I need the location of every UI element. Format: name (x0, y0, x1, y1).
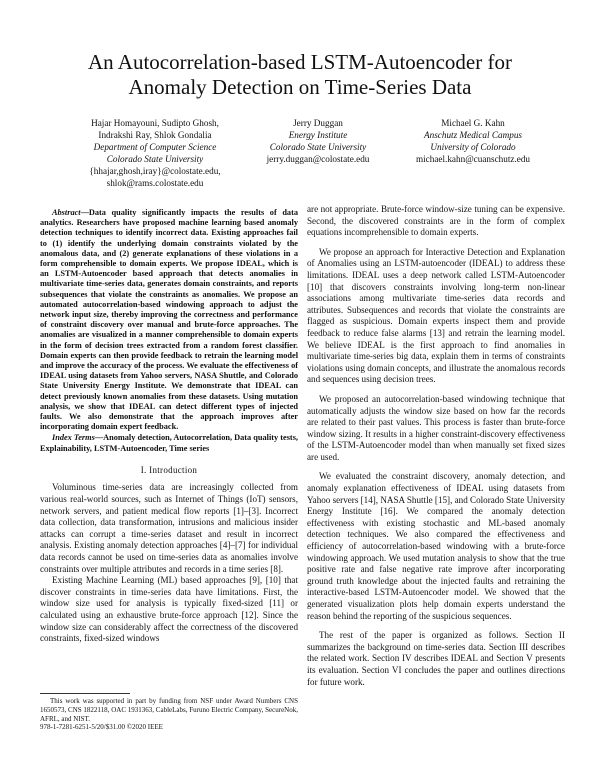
paragraph: are not appropriate. Brute-force window-size tuning can be expensive. Second, the discovered constraints are in the form of complex equations incomprehensible to domain experts. (307, 204, 565, 238)
author-affiliation: Department of Computer Science (93, 142, 217, 152)
paper-title (40, 50, 560, 100)
index-terms-label: Index Terms (52, 433, 95, 443)
author-email: jerry.duggan@colostate.edu (266, 154, 370, 164)
author-affiliation: Colorado State University (106, 154, 204, 164)
index-terms-text: —Anomaly detection, Autocorrelation, Data quality tests, Explainability, LSTM-Autoencoder, Time series (40, 433, 298, 453)
author-block-2 (248, 117, 388, 165)
author-affiliation: Energy Institute (288, 130, 348, 140)
author-email: michael.kahn@cuanschutz.edu (415, 154, 531, 164)
author-email: {hhajar,ghosh,iray}@colostate.edu, (89, 166, 221, 176)
abstract-label: Abstract (52, 208, 81, 217)
paragraph: Voluminous time-series data are increasingly collected from various real-world sources, such as Internet of Things (IoT) sensors, network servers, and patient medical flow reports [1]–[3]. Incorrect data collection, data transformation, intrusions and malicious insider attacks can corrupt a time-series dataset and result in incorrect analysis. Existing anomaly detection approaches [4]–[7] for individual data records cannot be used on time-series data as anomalies involve constraints over multiple attributes and records in a time series [8]. (40, 482, 298, 574)
right-column (307, 204, 565, 688)
section-heading: I. Introduction (140, 464, 198, 475)
author-name: Michael G. Kahn (441, 118, 505, 128)
title-line-1: An Autocorrelation-based LSTM-Autoencoder for (88, 50, 512, 74)
funding-note: This work was supported in part by funding from NSF under Award Numbers CNS 1650573, CNS 1822118, OAC 1931363, CableLabs, Furuno Electric Company, SecureNok, AFRL, and NIST. (40, 697, 298, 723)
paragraph: We evaluated the constraint discovery, anomaly detection, and anomaly explanation effectiveness of IDEAL using datasets from Yahoo servers [14], NASA Shuttle [15], and Colorado State University Energy Institute [16]. We compared the anomaly detection effectiveness with existing stochastic and ML-based anomaly detection techniques. We also compared the effectiveness and efficiency of autocorrelation-based windowing with a brute-force windowing approach. We used mutation analysis to show that the true positive rate and false negative rate improve after incorporating ground truth knowledge about the injected faults and retraining the interactive-based LSTM-Autoencoder model. We showed that the generated visualization plots help domain experts understand the reason behind the reporting of the suspicious sequences. (307, 471, 565, 621)
footnote-rule (40, 693, 130, 694)
abstract-text: —Data quality significantly impacts the results of data analytics. Researchers have proposed machine learning based anomaly detection techniques to identify incorrect data. Existing approaches fail to (1) identify the underlying domain constraints violated by the anomalous data, and (2) generate explanations of these violations in a form comprehensible to domain experts. We propose IDEAL, which is an LSTM-Autoencoder based approach that detects anomalies in multivariate time-series data, generates domain constraints, and reports subsequences that violate the constraints as anomalies. We propose an automated autocorrelation-based windowing approach to adjust the network input size, thereby improving the correctness and performance of constraint discovery over manual and brute-force approaches. The anomalies are visualized in a manner comprehensible to domain experts in the form of decision trees extracted from a random forest classifier. Domain experts can then provide feedback to retrain the learning model and improve the accuracy of the process. We evaluate the effectiveness of IDEAL using datasets from Yahoo servers, NASA Shuttle, and Colorado State University Energy Institute. We demonstrate that IDEAL can detect previously known anomalies from these datasets. Using mutation analysis, we show that IDEAL can detect different types of injected faults. We also demonstrate that the approach improves after incorporating domain expert feedback. (40, 208, 298, 432)
author-name: Jerry Duggan (293, 118, 343, 128)
author-affiliation: Colorado State University (269, 142, 367, 152)
isbn-note: 978-1-7281-6251-5/20/$31.00 ©2020 IEEE (40, 723, 163, 732)
author-block-3 (388, 117, 558, 165)
paragraph: Existing Machine Learning (ML) based approaches [9], [10] that discover constraints in time-series data have limitations. First, the window size used for analysis is typically fixed-sized [11] or calculated using an exhaustive brute-force approach [12]. Since the window size can considerably affect the correctness of the discovered constraints, fixed-sized windows (40, 575, 298, 644)
author-affiliation: University of Colorado (430, 142, 516, 152)
paragraph: We propose an approach for Interactive Detection and Explanation of Anomalies using an LSTM-autoencoder (IDEAL) to address these limitations. IDEAL uses a deep network called LSTM-Autoencoder [10] that discovers constraints involving long-term non-linear associations among multivariate time-series data records and attributes. Subsequences and records that violate the constraints are flagged as suspicious. Domain experts inspect them and provide feedback to reduce false alarms [13] and retrain the learning model. We believe IDEAL is the first approach to find anomalies in multivariate time-series big data, explain them in terms of constraints violations using domain concepts, and illustrate the anomalous records and sequences using decision trees. (307, 246, 565, 385)
left-column (40, 208, 298, 645)
paragraph: We proposed an autocorrelation-based windowing technique that automatically adjusts the window size based on how far the records are related to their past values. This process is faster than brute-force window sizing. It results in a higher constraint-discovery effectiveness of the LSTM-Autoencoder model than when manually set fixed sizes are used. (307, 393, 565, 462)
paragraph: The rest of the paper is organized as follows. Section II summarizes the background on time-series data. Section III describes the related work. Section IV describes IDEAL and Section V presents its evaluation. Section VI concludes the paper and outlines directions for future work. (307, 630, 565, 687)
author-email: shlok@rams.colostate.edu (106, 178, 204, 188)
author-block-1 (40, 117, 270, 189)
footnote (40, 693, 298, 732)
index-terms (40, 433, 298, 453)
author-affiliation: Anschutz Medical Campus (424, 130, 522, 140)
author-names-2: Indrakshi Ray, Shlok Gondalia (98, 130, 212, 140)
title-line-2: Anomaly Detection on Time-Series Data (128, 75, 472, 99)
author-names-1: Hajar Homayouni, Sudipto Ghosh, (91, 118, 219, 128)
abstract (40, 208, 298, 432)
